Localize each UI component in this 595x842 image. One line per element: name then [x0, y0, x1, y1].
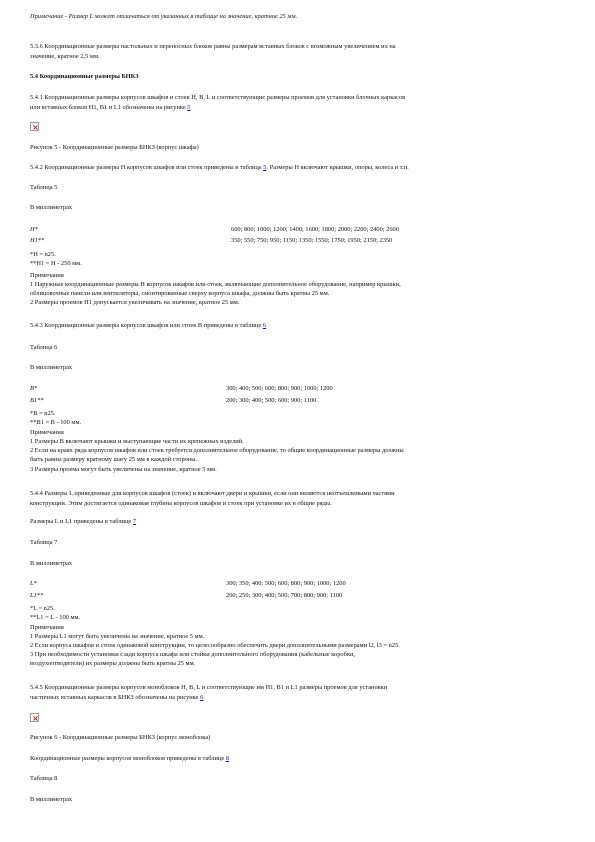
table-5-footnote-2: **H1 = H - 250 мм. — [30, 260, 82, 267]
table-5-note-1: 1 Наружные координационные размеры H корпусов шкафов или стоек, включающие дополнительное оборудование, например крышки, — [30, 281, 401, 288]
paragraph-5-4-1-cont — [30, 104, 190, 112]
paragraph-5-4-4-cont: конструкции. Этим достигается одинаковая глубина корпусов шкафов и стоек при установке их в общие ряды. — [30, 500, 332, 507]
table-7-note-3: 3 При необходимости установки сзади корпуса шкафа или стойки дополнительного оборудования (кабельные коробки, — [30, 651, 355, 658]
figure-6-image — [30, 713, 39, 722]
figure-6-link[interactable]: 6 — [200, 694, 204, 701]
table-6-row-b1-values: 200; 300; 400; 500; 600; 900; 1100 — [226, 397, 317, 404]
table-6-link[interactable]: 6 — [262, 322, 267, 329]
table-7-title: Таблица 7 — [30, 539, 58, 546]
table-5-note-2: 2 Размеры проемов H1 допускается увеличивать на значение, кратное 25 мм. — [30, 299, 240, 306]
table-7-note-3-cont: воздухоотводители) их размеры должны быть кратны 25 мм. — [30, 660, 196, 667]
table-8-title: Таблица 8 — [30, 775, 58, 782]
table-6-units: В миллиметрах — [30, 364, 73, 371]
table-7-row-l1-values: 200; 250; 300; 400; 500; 700; 800; 900; 1100 — [226, 592, 343, 599]
table-7-row-l1-label: L1** — [30, 592, 44, 599]
table-5-footnote-1: *H = n25. — [30, 251, 56, 258]
table-5-units: В миллиметрах — [30, 204, 73, 211]
table-6-title: Таблица 6 — [30, 344, 58, 351]
paragraph-table-8-ref — [30, 755, 229, 763]
table-7-row-l-label: L* — [30, 580, 37, 587]
paragraph-5-3-6-cont: значение, кратное 2,5 мм. — [30, 53, 100, 60]
table-6-note-2-cont: быть равны размеру кратному шагу 25 мм в каждой стороны. — [30, 456, 198, 463]
table-7-footnote-2: **L1 = L - 100 мм. — [30, 614, 81, 621]
table-8-units: В миллиметрах — [30, 796, 73, 803]
table-6-note-2: 2 Если на краях ряда корпусов шкафов или стоек требуется дополнительное оборудование, то общие координационные размеры должны — [30, 447, 404, 454]
paragraph-tail: . Размеры H включают крышки, опоры, колеса и т.п. — [266, 164, 409, 171]
table-5-row-h-values: 600; 800; 1000; 1200; 1400; 1600; 1800; 2000; 2200; 2400; 2600 — [231, 226, 399, 233]
paragraph-table-7-ref — [30, 518, 136, 526]
paragraph-text: или вставных блоков H1, B1 и L1 обозначены на рисунке — [30, 104, 188, 111]
paragraph-text: Размеры L и L1 приведены в таблице — [30, 518, 133, 525]
table-6-footnote-1: *B = n25. — [30, 410, 56, 417]
figure-5-caption: Рисунок 5 - Координационные размеры БНКЗ (корпус шкафа) — [30, 144, 199, 151]
paragraph-text: частичных вставных каркасов в БНКЗ обозначены на рисунке — [30, 694, 201, 701]
section-heading-5-4: 5.4 Координационные размеры БНКЗ — [30, 73, 139, 80]
table-5-note-1-cont: облицовочные панели или вентиляторы, смонтированные сверху корпуса шкафа, должны быть кратны 25 мм. — [30, 290, 330, 297]
table-7-footnote-1: *L = n25. — [30, 605, 55, 612]
figure-6-caption: Рисунок 6 - Координационные размеры БНКЗ (корпус моноблока) — [30, 734, 211, 741]
figure-5-image — [30, 122, 39, 131]
paragraph-5-3-6: 5.3.6 Координационные размеры настольных и переносных блоков равны размерам вставных блоков с возможным увеличением их на — [30, 43, 396, 50]
paragraph-5-4-5-cont — [30, 694, 203, 702]
table-7-link[interactable]: 7 — [132, 518, 137, 525]
paragraph-5-4-2 — [30, 164, 409, 172]
broken-image-icon — [32, 124, 39, 131]
paragraph-5-4-3 — [30, 322, 266, 330]
table-6-note-3: 3 Размеры проема могут быть увеличены на значение, кратное 5 мм. — [30, 466, 217, 473]
broken-image-icon — [32, 715, 39, 722]
table-6-row-b1-label: B1** — [30, 397, 44, 404]
table-6-row-b-label: B* — [30, 385, 38, 392]
table-5-row-h-label: H* — [30, 226, 38, 233]
table-6-notes-heading: Примечания — [30, 429, 64, 436]
table-5-notes-heading: Примечания — [30, 272, 64, 279]
paragraph-5-4-4: 5.4.4 Размеры L приведенные для корпусов шкафов (стоек) и включают двери и крышки, если они являются неотъемлемыми частями — [30, 490, 395, 497]
table-6-note-1: 1 Размеры B включают крышки и выступающие части их крепежных изделий. — [30, 438, 244, 445]
table-5-row-h1-values: 350; 550; 750; 950; 1150; 1350; 1550; 1750; 1950; 2150; 2350 — [231, 237, 393, 244]
table-5-title: Таблица 5 — [30, 184, 58, 191]
note-dimension-l: Примечание - Размер L может отличаться от указанных в таблице на значение, кратное 25 мм. — [30, 13, 298, 20]
table-7-units: В миллиметрах — [30, 560, 73, 567]
paragraph-text: Координационные размеры корпусов моноблоков приведены в таблице — [30, 755, 226, 762]
table-5-link[interactable]: 5 — [263, 164, 267, 171]
table-7-note-2: 2 Если корпуса шкафов и стоек одинаковой конструкции, то целесообразно обеспечить двери дополнительными размерами l2, l3 = n25. — [30, 642, 400, 649]
table-8-link[interactable]: 8 — [225, 755, 230, 762]
paragraph-5-4-1: 5.4.1 Координационные размеры корпусов шкафов и стоек H, B, L и соответствующие размеры проемов для установки блочных каркасов — [30, 94, 406, 101]
table-6-footnote-2: **B1 = B - 100 мм. — [30, 419, 82, 426]
paragraph-text: 5.4.2 Координационные размеры H корпусов шкафов или стоек приведены в таблице — [30, 164, 264, 171]
table-6-row-b-values: 300; 400; 500; 600; 800; 900; 1000; 1200 — [226, 385, 333, 392]
figure-5-link[interactable]: 5 — [187, 104, 191, 111]
table-7-note-1: 1 Размеры L1 могут быть увеличены на значение, кратное 5 мм. — [30, 633, 205, 640]
paragraph-5-4-5: 5.4.5 Координационные размеры корпусов моноблоков H, B, L и соответствующие им H1, B1 и L1 размеры проемов для установки — [30, 684, 388, 691]
table-7-notes-heading: Примечания — [30, 624, 64, 631]
paragraph-text: 5.4.3 Координационные размеры корпусов шкафов или стоек B приведены в таблице — [30, 322, 263, 329]
table-5-row-h1-label: H1** — [30, 237, 45, 244]
table-7-row-l-values: 300; 350; 400; 500; 600; 800; 900; 1000; 1200 — [226, 580, 346, 587]
